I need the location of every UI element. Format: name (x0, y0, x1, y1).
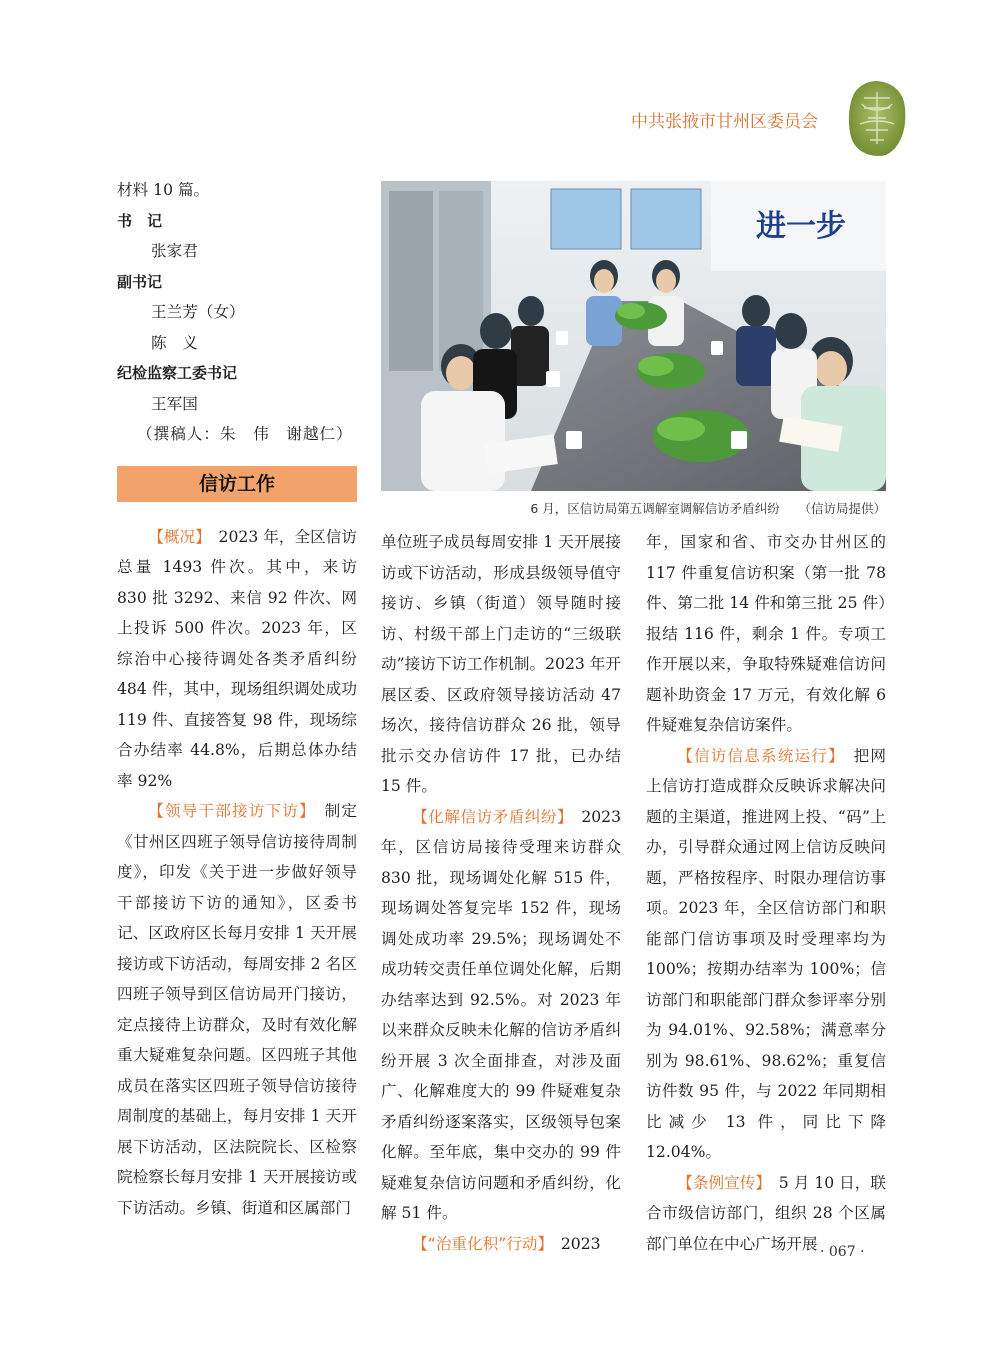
role-discipline-secretary: 纪检监察工委书记 (117, 364, 238, 382)
role-deputy-secretary: 副书记 (117, 272, 163, 291)
heading-regulation: 【条例宣传】 (677, 1173, 764, 1192)
paragraph-backlog-cont: 年，国家和省、市交办甘州区的 117 件重复信访积案（第一批 78 件、第二批 14 件和第三批 25 件）报结 116 件，剩余 1 件。专项工作开展以来，争取特殊疑难信访问题补助资金 17 万元，有效化解 6 件疑难复杂信访案件。 (646, 533, 886, 734)
photo-caption: 6 月，区信访局第五调解室调解信访矛盾纠纷 （信访局提供） (530, 501, 886, 516)
paragraph-backlog (381, 1229, 621, 1260)
heading-overview: 【概况】 (148, 527, 203, 546)
role-secretary: 书 记 (117, 211, 163, 230)
column-middle (381, 527, 621, 1259)
body-backlog: 2023 (545, 1234, 601, 1253)
meeting-photo (381, 181, 886, 491)
heading-online-system: 【信访信息系统运行】 (677, 746, 837, 765)
author-credit: （撰稿人：朱 伟 谢越仁） (137, 425, 353, 443)
name-deputy-1: 王兰芳（女） (151, 303, 245, 321)
section-title-bar: 信访工作 (117, 466, 357, 502)
text-continuation: 材料 10 篇。 (117, 181, 210, 199)
body-leaders: 制定《甘州区四班子领导信访接待周制度》，印发《关于进一步做好领导干部接访下访的通知》，区委书记、区政府区长每月安排 1 天开展接访或下访活动，每周安排 2 名区四班子领导到区信访局开门接访，定点接待上访群众，及时有效化解重大疑难复杂问题。区四班子其他成员在落实区四班子领导信访接待周制度的基础上，每月安排 1 天开展下访活动，区法院院长、区检察院检察长每月安排 1 天开展接访或下访活动。乡镇、街道和区属部门 (117, 802, 357, 1217)
heading-dispute: 【化解信访矛盾纠纷】 (412, 807, 566, 826)
body-regulation: 5 月 10 日，联合市级信访部门，组织 28 个区属部门单位在中心广场开展 (646, 1173, 886, 1253)
photo-banner-text: 进一步 (756, 209, 846, 244)
header-title: 中共张掖市甘州区委员会 (631, 112, 818, 132)
paragraph-dispute (381, 802, 621, 1229)
seal-emblem-icon (846, 78, 908, 158)
name-discipline-secretary: 王军国 (151, 394, 198, 413)
body-dispute: 2023 年，区信访局接待受理来访群众 830 批，现场调处化解 515 件，现场调处答复完毕 152 件，现场调处成功率 29.5%；现场调处不成功转交责任单位调处化解，后期办结率达到 92.5%。对 2023 年以来群众反映未化解的信访矛盾纠纷开展 3 次全面排查，对涉及面广、化解难度大的 99 件疑难复杂矛盾纠纷逐案落实，区级领导包案化解。至年底，集中交办的 99 件疑难复杂信访问题和矛盾纠纷，化解 51 件。 (381, 807, 622, 1222)
column-left (117, 175, 357, 1223)
heading-leaders: 【领导干部接访下访】 (148, 802, 308, 820)
paragraph-overview (117, 522, 357, 797)
meeting-photo-illustration (381, 181, 886, 491)
body-online-system: 把网上信访打造成群众反映诉求解决问题的主渠道，推进网上投、“码”上办，引导群众通过网上信访反映问题，严格按程序、时限办理信访事项。2023 年，全区信访部门和职能部门信访事项及时受理率均为 100%；按期办结率为 100%；信访部门和职能部门群众参评率分别为 94.01%、92.58%；满意率分别为 98.61%、98.62%；重复信访件数 95 件，与 2022 年同期相比减少 13 件，同比下降 12.04%。 (646, 746, 886, 1161)
name-deputy-2: 陈 义 (151, 333, 198, 352)
paragraph-leaders (117, 796, 357, 1223)
page-number: · 067 · (820, 1244, 865, 1260)
paragraph-online-system (646, 741, 886, 1168)
heading-backlog: 【“治重化积”行动】 (412, 1234, 546, 1253)
paragraph-leaders-cont: 单位班子成员每周安排 1 天开展接访或下访活动，形成县级领导值守接访、乡镇（街道）领导随时接访、村级干部上门走访的“三级联动”接访下访工作机制。2023 年开展区委、区政府领导接访活动 47 场次，接待信访群众 26 批，领导批示交办信访件 17 批，已办结 15 件。 (381, 533, 621, 795)
body-overview: 2023 年，全区信访总量 1493 件次。其中，来访 830 批 3292、来信 92 件次、网上投诉 500 件次。2023 年，区综治中心接待调处各类矛盾纠纷 484 件，其中，现场组织调处成功 119 件、直接答复 98 件，现场综合办结率 44.8%，后期总体办结率 92% (117, 527, 357, 790)
name-secretary: 张家君 (151, 242, 198, 260)
column-right (646, 527, 886, 1259)
